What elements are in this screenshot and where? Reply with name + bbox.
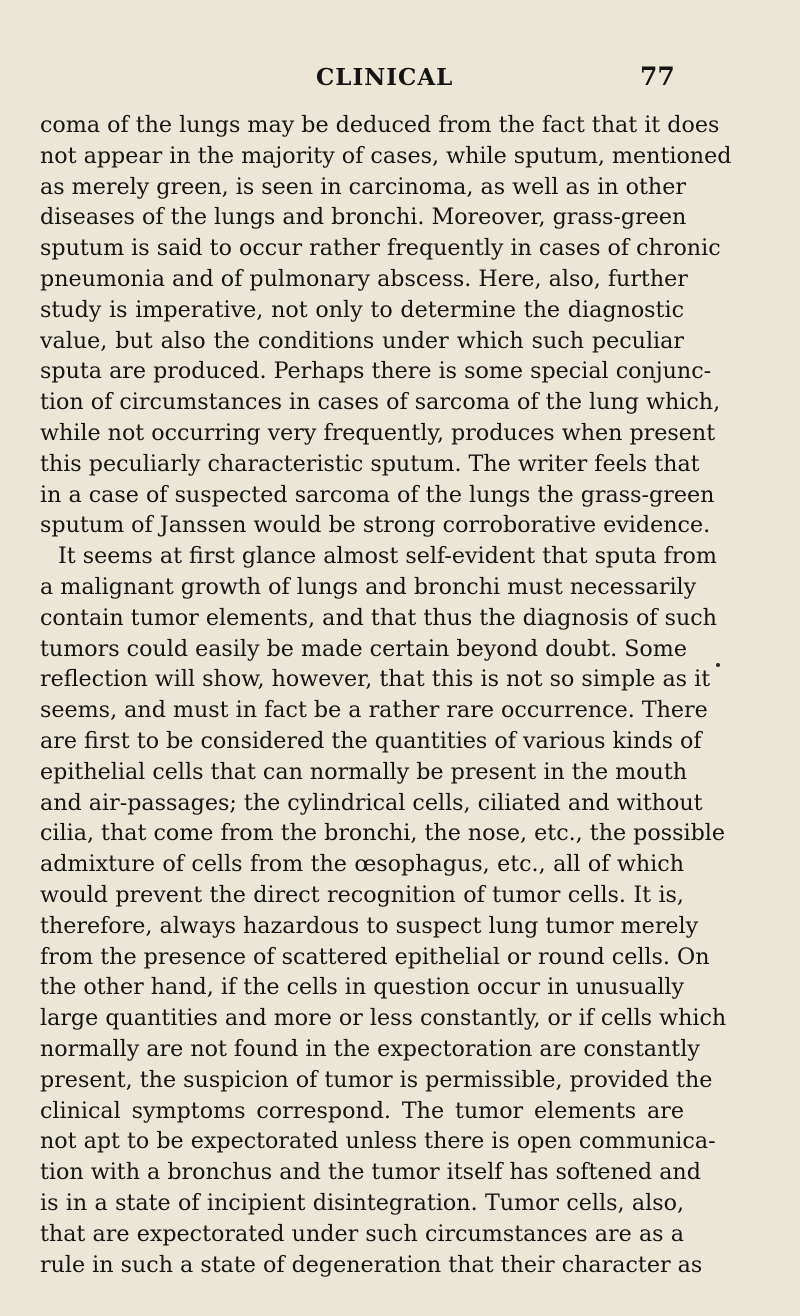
text-line: epithelial cells that can normally be present in the mouth — [40, 758, 688, 785]
text-line: in a case of suspected sarcoma of the lungs the grass-green — [40, 481, 715, 508]
text-line: sputa are produced. Perhaps there is some special conjunc- — [40, 358, 712, 385]
text-line: not appear in the majority of cases, while sputum, mentioned — [40, 142, 732, 169]
text-line: tion with a bronchus and the tumor itself has softened and — [40, 1159, 701, 1186]
text-line: and air-passages; the cylindrical cells, ciliated and without — [40, 789, 703, 816]
text-line: from the presence of scattered epithelial or round cells. On — [40, 943, 710, 970]
text-line: that are expectorated under such circumstances are as a — [40, 1220, 684, 1247]
text-line: reflection will show, however, that this is not so simple as it — [40, 666, 711, 693]
text-line: sputum is said to occur rather frequently in cases of chronic — [40, 235, 721, 262]
text-line: present, the suspicion of tumor is permissible, provided the — [40, 1066, 713, 1093]
text-line: contain tumor elements, and that thus the diagnosis of such — [40, 604, 717, 631]
text-line: tumors could easily be made certain beyond doubt. Some — [40, 635, 687, 662]
text-line: are first to be considered the quantities of various kinds of — [40, 728, 702, 754]
text-line: large quantities and more or less constantly, or if cells which — [40, 1005, 727, 1032]
running-head — [0, 58, 800, 98]
text-line: rule in such a state of degeneration that their character as — [40, 1251, 703, 1278]
text-line: diseases of the lungs and bronchi. Moreover, grass-green — [40, 204, 687, 231]
text-line: not apt to be expectorated unless there is open communica- — [40, 1128, 716, 1155]
text-line: therefore, always hazardous to suspect lung tumor merely — [40, 912, 699, 939]
text-line: while not occurring very frequently, produces when present — [40, 420, 716, 446]
margin-speck — [716, 663, 720, 667]
chapter-title: CLINICAL — [316, 64, 454, 91]
text-line: seems, and must in fact be a rather rare occurrence. There — [40, 697, 708, 724]
text-line: pneumonia and of pulmonary abscess. Here, also, further — [40, 266, 688, 292]
text-line: sputum of Janssen would be strong corroborative evidence. — [40, 512, 711, 539]
text-line: normally are not found in the expectoration are constantly — [40, 1036, 700, 1062]
text-line: study is imperative, not only to determine the diagnostic — [40, 296, 684, 323]
text-line: coma of the lungs may be deduced from the fact that it does — [40, 112, 720, 138]
text-line: tion of circumstances in cases of sarcoma of the lung which, — [40, 389, 721, 416]
page-number: 77 — [640, 62, 675, 91]
text-line: this peculiarly characteristic sputum. The writer feels that — [40, 450, 700, 477]
text-line: admixture of cells from the œsophagus, etc., all of which — [40, 851, 684, 878]
text-line: is in a state of incipient disintegration. Tumor cells, also, — [40, 1190, 684, 1216]
text-line: clinical symptoms correspond. The tumor elements are — [40, 1097, 684, 1124]
paragraph-first-line: It seems at first glance almost self-evident that sputa from — [58, 543, 717, 570]
text-line: a malignant growth of lungs and bronchi must necessarily — [40, 574, 697, 600]
text-line: would prevent the direct recognition of tumor cells. It is, — [40, 882, 684, 908]
text-line: the other hand, if the cells in question occur in unusually — [40, 974, 685, 1001]
text-line: value, but also the conditions under which such peculiar — [40, 327, 684, 354]
text-line: cilia, that come from the bronchi, the nose, etc., the possible — [40, 820, 726, 847]
text-line: as merely green, is seen in carcinoma, as well as in other — [40, 173, 686, 200]
